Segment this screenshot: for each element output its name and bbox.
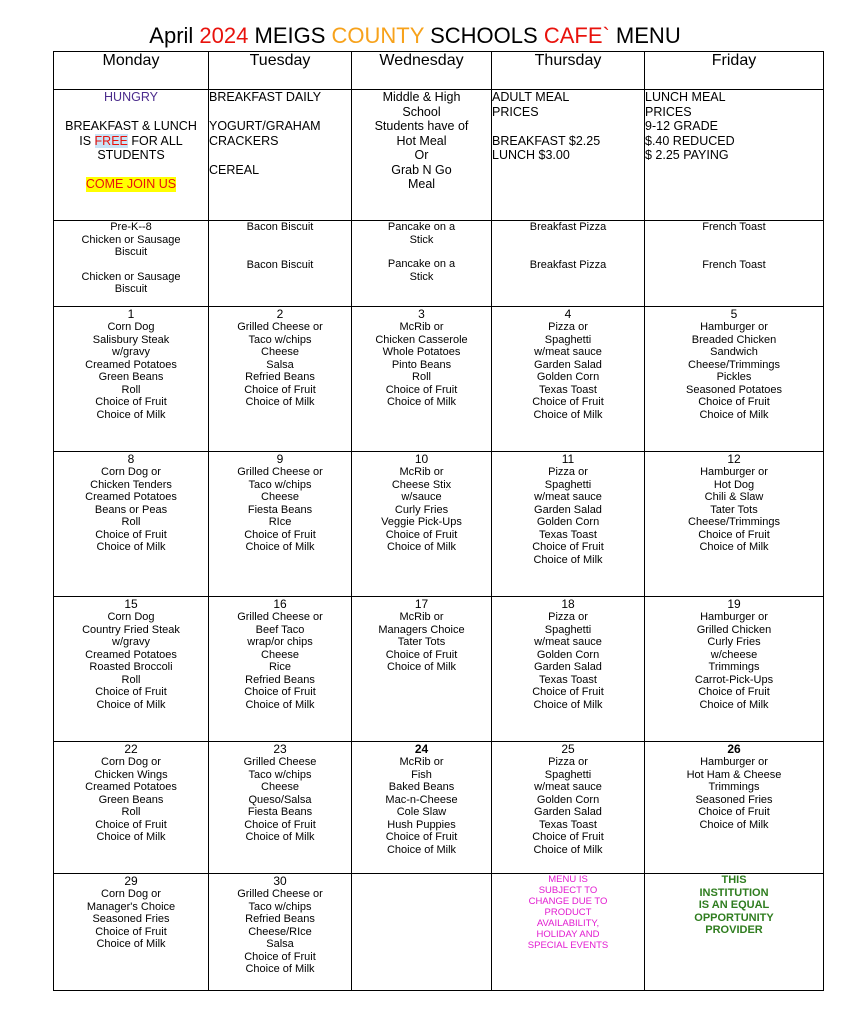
menu-item: Hot Dog	[713, 478, 755, 491]
menu-item: Cheese	[261, 491, 299, 503]
menu-item: Choice of Fruit	[244, 383, 316, 396]
header-tuesday: Tuesday	[209, 52, 352, 90]
menu-item: Green Beans	[98, 371, 164, 383]
menu-item: Rice	[268, 661, 291, 673]
menu-item: Choice of Milk	[699, 818, 769, 831]
menu-item: Choice of Milk	[699, 408, 769, 421]
menu-item: Corn Dog	[107, 321, 155, 333]
menu-item: Choice of Fruit	[385, 831, 458, 843]
menu-item: Chicken Tenders	[90, 478, 172, 491]
menu-item: Seasoned Fries	[695, 793, 773, 806]
menu-item: w/cheese	[710, 648, 758, 661]
notice-line: HOLIDAY AND	[536, 929, 600, 940]
lunch-cell-thursday	[492, 742, 645, 874]
date-number: 2	[276, 307, 284, 321]
title-year: 2024	[199, 23, 249, 48]
menu-item: w/sauce	[401, 491, 442, 503]
free-meals-line-3: STUDENTS	[97, 148, 165, 162]
free-meals-line-2: IS FREE FOR ALL	[79, 133, 183, 148]
date-number: 29	[124, 874, 138, 888]
lunch-cell-wednesday	[352, 307, 492, 452]
menu-item: Tater Tots	[710, 503, 758, 516]
info-monday	[54, 90, 209, 221]
notice-line: CHANGE DUE TO	[528, 896, 608, 907]
title-schools: SCHOOLS	[424, 23, 544, 48]
lunch-week-row	[54, 597, 824, 742]
lunch-cell-tuesday	[209, 307, 352, 452]
date-number: 17	[414, 597, 429, 611]
menu-item: Roll	[121, 806, 141, 818]
menu-item: Taco w/chips	[248, 478, 312, 491]
notice-line: THIS	[721, 874, 747, 886]
menu-item: Taco w/chips	[248, 768, 312, 781]
menu-item: Corn Dog or	[101, 888, 161, 900]
menu-item: Cheese/RIce	[248, 925, 312, 938]
menu-item: Tater Tots	[397, 636, 446, 648]
menu-item: Chili & Slaw	[704, 491, 764, 503]
menu-item: McRib or	[399, 756, 444, 768]
header-thursday: Thursday	[492, 52, 645, 90]
menu-item: Pinto Beans	[391, 358, 452, 371]
lunch-cell-monday	[54, 874, 209, 991]
title-month: April	[149, 23, 200, 48]
lunch-week-row	[54, 452, 824, 597]
menu-item: Whole Potatoes	[382, 346, 461, 358]
menu-item: Choice of Fruit	[95, 818, 167, 831]
breakfast-friday	[645, 221, 824, 307]
menu-item: Texas Toast	[539, 383, 597, 396]
menu-item: Pickles	[716, 371, 752, 383]
menu-item: Choice of Milk	[245, 963, 315, 975]
menu-item: Choice of Fruit	[95, 396, 167, 408]
menu-item: Garden Salad	[534, 661, 602, 673]
menu-item: Curly Fries	[394, 503, 449, 516]
menu-item: Roll	[412, 371, 431, 383]
info-line: LUNCH $3.00	[492, 148, 570, 162]
menu-item: Hot Ham & Cheese	[686, 768, 782, 781]
info-row	[54, 90, 824, 221]
menu-item: Choice of Milk	[245, 698, 315, 711]
lunch-week-row	[54, 742, 824, 874]
menu-item: Choice of Fruit	[244, 950, 316, 963]
notice-line: AVAILABILITY,	[536, 918, 600, 929]
info-line: LUNCH MEAL	[645, 90, 726, 104]
info-line	[492, 119, 644, 134]
menu-change-notice	[492, 874, 645, 991]
info-line: 9-12 GRADE	[645, 119, 718, 133]
menu-item: Choice of Fruit	[95, 528, 167, 541]
menu-item: Roll	[121, 516, 141, 528]
lunch-cell-wednesday	[352, 452, 492, 597]
menu-item: Choice of Fruit	[532, 831, 604, 843]
menu-item: Choice of Milk	[533, 553, 603, 566]
menu-item: Refried Beans	[245, 673, 315, 686]
date-number: 18	[561, 597, 575, 611]
menu-item: Cheese/Trimmings	[688, 516, 780, 528]
breakfast-monday	[54, 221, 209, 307]
menu-item: Choice of Milk	[245, 396, 315, 408]
info-thursday	[492, 90, 645, 221]
breakfast-item: Bacon Biscuit	[246, 258, 314, 271]
menu-item: Choice of Fruit	[244, 686, 316, 698]
menu-item: Green Beans	[98, 793, 164, 806]
menu-item: w/meat sauce	[534, 636, 602, 648]
menu-item: Choice of Milk	[245, 541, 315, 553]
date-number: 15	[124, 597, 138, 611]
notice-line: OPPORTUNITY	[694, 911, 774, 924]
menu-item: Corn Dog	[107, 611, 155, 623]
breakfast-item: Pancake on a	[387, 258, 456, 270]
info-line: PRICES	[492, 104, 539, 119]
menu-item: Choice of Fruit	[385, 383, 458, 396]
menu-item: w/meat sauce	[534, 491, 602, 503]
menu-item: Choice of Milk	[699, 698, 769, 711]
breakfast-tuesday	[209, 221, 352, 307]
menu-item: Golden Corn	[536, 793, 600, 806]
menu-item: Taco w/chips	[248, 333, 312, 346]
menu-item: Grilled Cheese or	[237, 321, 323, 333]
menu-item: w/meat sauce	[534, 781, 602, 793]
info-line: School	[402, 104, 441, 119]
menu-item: Breaded Chicken	[691, 333, 777, 346]
lunch-cell-wednesday	[352, 742, 492, 874]
date-number: 23	[273, 742, 287, 756]
menu-item: Queso/Salsa	[248, 793, 312, 806]
menu-item: Refried Beans	[245, 913, 315, 925]
notice-line: MENU IS	[548, 874, 588, 885]
lunch-cell-thursday	[492, 597, 645, 742]
menu-item: Creamed Potatoes	[85, 491, 177, 503]
menu-item: Taco w/chips	[248, 900, 312, 913]
breakfast-item: Chicken or Sausage	[81, 270, 181, 283]
date-number: 3	[418, 307, 425, 321]
notice-line: INSTITUTION	[699, 886, 769, 899]
info-line: $ 2.25 PAYING	[645, 148, 729, 162]
menu-item: McRib or	[399, 321, 444, 333]
menu-item: Veggie Pick-Ups	[381, 516, 462, 528]
date-number: 9	[276, 452, 284, 466]
lunch-cell-thursday	[492, 307, 645, 452]
menu-item: Salisbury Steak	[92, 333, 170, 346]
menu-item: Manager's Choice	[86, 900, 176, 913]
lunch-cell-tuesday	[209, 874, 352, 991]
menu-item: Choice of Fruit	[698, 396, 770, 408]
menu-item: Choice of Fruit	[385, 648, 458, 661]
info-tuesday	[209, 90, 352, 221]
menu-item: Golden Corn	[536, 371, 600, 383]
menu-item: Pizza or	[548, 466, 588, 478]
free-meals-line-1: BREAKFAST & LUNCH	[65, 119, 197, 133]
menu-item: Cheese	[261, 346, 299, 358]
info-line: Grab N Go	[391, 162, 452, 177]
menu-item: Texas Toast	[539, 818, 597, 831]
lunch-cell-friday	[645, 742, 824, 874]
breakfast-item: French Toast	[702, 258, 766, 271]
breakfast-item: Stick	[409, 233, 434, 246]
menu-item: Choice of Milk	[96, 698, 166, 711]
menu-item: Curly Fries	[707, 636, 761, 648]
lunch-cell-friday	[645, 307, 824, 452]
menu-item: Choice of Milk	[96, 408, 166, 421]
info-line: Or	[414, 148, 429, 162]
weekday-header-row	[54, 52, 824, 90]
info-line: Middle & High	[382, 90, 461, 104]
menu-item: Spaghetti	[544, 768, 592, 781]
lunch-cell-wednesday	[352, 597, 492, 742]
menu-item: Choice of Fruit	[244, 818, 316, 831]
date-number: 22	[124, 742, 138, 756]
title-menu: MENU	[609, 23, 681, 48]
notice-line: PRODUCT	[544, 907, 592, 918]
menu-item: Choice of Fruit	[95, 686, 167, 698]
menu-item: Choice of Fruit	[385, 528, 458, 541]
date-number: 25	[561, 742, 575, 756]
menu-item: Choice of Milk	[386, 843, 457, 856]
menu-item: Spaghetti	[544, 333, 592, 346]
menu-item: Country Fried Steak	[82, 623, 180, 636]
menu-item: Choice of Milk	[96, 831, 166, 843]
date-number: 8	[127, 452, 135, 466]
menu-item: RIce	[268, 516, 292, 528]
hungry-text: HUNGRY	[104, 90, 158, 104]
menu-item: Choice of Milk	[533, 843, 603, 856]
menu-item: w/gravy	[112, 636, 150, 648]
date-number: 4	[564, 307, 572, 321]
info-line	[209, 105, 351, 120]
info-wednesday	[352, 90, 492, 221]
menu-item: Choice of Fruit	[532, 541, 604, 553]
menu-item: Choice of Fruit	[532, 686, 604, 698]
menu-item: Choice of Milk	[386, 396, 457, 408]
menu-item: Sandwich	[710, 346, 758, 358]
menu-item: Choice of Milk	[245, 831, 315, 843]
menu-item: McRib or	[399, 466, 444, 478]
menu-item: Choice of Fruit	[95, 925, 167, 938]
menu-item: Salsa	[266, 938, 294, 950]
info-line: Students have of	[374, 119, 469, 133]
menu-item: Pizza or	[548, 321, 588, 333]
menu-title	[0, 22, 830, 50]
menu-item: Chicken Wings	[94, 768, 168, 781]
menu-item: Grilled Chicken	[696, 623, 772, 636]
menu-item: Roll	[121, 383, 141, 396]
come-join-us: COME JOIN US	[85, 177, 177, 191]
lunch-week-row	[54, 307, 824, 452]
notice-line: PROVIDER	[705, 924, 763, 936]
menu-item: Refried Beans	[245, 371, 315, 383]
title-county: COUNTY	[331, 23, 424, 48]
menu-item: Mac-n-Cheese	[385, 793, 458, 806]
breakfast-item: Pre-K--8	[110, 221, 152, 233]
menu-item: Cheese	[261, 781, 299, 793]
info-line: PRICES	[645, 104, 692, 119]
menu-item: Baked Beans	[388, 781, 455, 793]
menu-item: Fiesta Beans	[247, 806, 313, 818]
info-line: Hot Meal	[396, 133, 447, 148]
menu-item: Choice of Fruit	[698, 686, 770, 698]
menu-item: Hamburger or	[700, 756, 768, 768]
date-number: 19	[727, 597, 741, 611]
menu-item: Trimmings	[708, 661, 760, 673]
lunch-cell-monday	[54, 597, 209, 742]
menu-item: Chicken Casserole	[375, 333, 468, 346]
info-line: BREAKFAST $2.25	[492, 133, 601, 148]
menu-item: Choice of Milk	[699, 541, 769, 553]
menu-item: Choice of Milk	[533, 408, 603, 421]
menu-item: Roll	[121, 673, 141, 686]
menu-item: Choice of Milk	[96, 938, 166, 950]
lunch-week-row	[54, 874, 824, 991]
menu-item: Choice of Fruit	[698, 806, 770, 818]
menu-item: McRib or	[399, 611, 444, 623]
breakfast-item: Biscuit	[114, 283, 148, 295]
menu-item: Roasted Broccoli	[89, 661, 173, 673]
lunch-cell-monday	[54, 742, 209, 874]
menu-item: Carrot-Pick-Ups	[694, 673, 774, 686]
menu-item: Garden Salad	[534, 503, 602, 516]
notice-line: SUBJECT TO	[538, 885, 598, 896]
menu-item: Cole Slaw	[396, 806, 447, 818]
lunch-cell-monday	[54, 307, 209, 452]
menu-item: w/gravy	[112, 346, 150, 358]
breakfast-item: Pancake on a	[387, 221, 456, 233]
breakfast-item: Bacon Biscuit	[246, 221, 314, 233]
menu-item: Creamed Potatoes	[85, 781, 177, 793]
menu-item: Golden Corn	[536, 648, 600, 661]
menu-item: Seasoned Potatoes	[685, 383, 783, 396]
title-meigs: MEIGS	[248, 23, 332, 48]
date-number: 12	[727, 452, 741, 466]
date-number: 10	[414, 452, 429, 466]
breakfast-row	[54, 221, 824, 307]
menu-item: Choice of Fruit	[698, 528, 770, 541]
title-cafe: CAFE`	[543, 23, 610, 48]
menu-item: Hamburger or	[700, 611, 768, 623]
menu-item: Choice of Milk	[96, 541, 166, 553]
menu-item: Cheese Stix	[391, 478, 452, 491]
date-number: 24	[414, 742, 429, 756]
breakfast-item: French Toast	[702, 221, 766, 233]
date-number: 1	[127, 307, 135, 321]
menu-item: Cheese	[261, 648, 299, 661]
menu-item: Grilled Cheese or	[237, 611, 323, 623]
header-wednesday: Wednesday	[352, 52, 492, 90]
info-line: CEREAL	[209, 162, 260, 177]
menu-item: Corn Dog or	[101, 756, 161, 768]
menu-item: Fish	[411, 768, 432, 781]
menu-item: Seasoned Fries	[92, 913, 170, 925]
menu-item: Garden Salad	[534, 358, 602, 371]
notice-line: SPECIAL EVENTS	[527, 940, 609, 951]
info-line: Meal	[407, 177, 436, 191]
menu-item: Managers Choice	[378, 623, 465, 636]
lunch-cell-tuesday	[209, 742, 352, 874]
info-line: ADULT MEAL	[492, 90, 570, 104]
menu-item: Hush Puppies	[387, 818, 456, 831]
menu-item: Creamed Potatoes	[85, 648, 177, 661]
empty-cell	[352, 874, 492, 991]
menu-item: Creamed Potatoes	[85, 358, 177, 371]
menu-item: Hamburger or	[700, 466, 768, 478]
menu-item: Spaghetti	[544, 478, 592, 491]
info-line: $.40 REDUCED	[645, 133, 735, 148]
lunch-cell-friday	[645, 452, 824, 597]
breakfast-item: Chicken or Sausage	[81, 233, 181, 246]
lunch-cell-tuesday	[209, 597, 352, 742]
menu-item: Beef Taco	[255, 623, 305, 636]
menu-item: Corn Dog or	[101, 466, 161, 478]
breakfast-item: Biscuit	[114, 246, 148, 258]
menu-item: Pizza or	[548, 611, 588, 623]
date-number: 5	[730, 307, 738, 321]
menu-item: Garden Salad	[534, 806, 602, 818]
breakfast-wednesday	[352, 221, 492, 307]
info-line: BREAKFAST DAILY	[209, 90, 322, 104]
menu-item: Choice of Fruit	[244, 528, 316, 541]
date-number: 26	[727, 742, 741, 756]
breakfast-item: Stick	[409, 270, 434, 283]
free-highlight: FREE	[94, 133, 128, 148]
lunch-cell-friday	[645, 597, 824, 742]
header-friday: Friday	[645, 52, 824, 90]
menu-item: Choice of Milk	[386, 541, 457, 553]
info-line	[209, 148, 351, 163]
menu-item: Grilled Cheese or	[237, 466, 323, 478]
date-number: 16	[273, 597, 287, 611]
info-friday	[645, 90, 824, 221]
menu-item: Golden Corn	[536, 516, 600, 528]
menu-item: Beans or Peas	[94, 503, 168, 516]
date-number: 30	[273, 874, 287, 888]
menu-item: Choice of Fruit	[532, 396, 604, 408]
breakfast-item: Breakfast Pizza	[529, 258, 607, 271]
date-number: 11	[561, 452, 575, 466]
menu-item: Hamburger or	[700, 321, 768, 333]
menu-item: Salsa	[266, 358, 294, 371]
info-line: CRACKERS	[209, 133, 279, 148]
lunch-cell-thursday	[492, 452, 645, 597]
menu-item: Cheese/Trimmings	[688, 358, 780, 371]
lunch-cell-tuesday	[209, 452, 352, 597]
equal-opportunity-notice	[645, 874, 824, 991]
menu-item: Choice of Milk	[386, 661, 457, 673]
notice-line: IS AN EQUAL	[698, 899, 770, 911]
menu-item: Grilled Cheese or	[237, 888, 323, 900]
header-monday: Monday	[54, 52, 209, 90]
info-line: YOGURT/GRAHAM	[209, 119, 321, 133]
menu-item: Spaghetti	[544, 623, 592, 636]
menu-calendar	[53, 51, 824, 991]
menu-item: wrap/or chips	[247, 636, 313, 648]
lunch-cell-monday	[54, 452, 209, 597]
menu-item: Pizza or	[548, 756, 588, 768]
menu-item: Trimmings	[708, 781, 760, 793]
menu-item: Texas Toast	[539, 528, 597, 541]
menu-item: Fiesta Beans	[247, 503, 313, 516]
menu-item: Choice of Milk	[533, 698, 603, 711]
menu-item: Grilled Cheese	[243, 756, 317, 768]
menu-item: w/meat sauce	[534, 346, 602, 358]
menu-item: Texas Toast	[539, 673, 597, 686]
breakfast-item: Breakfast Pizza	[529, 221, 607, 233]
breakfast-thursday	[492, 221, 645, 307]
